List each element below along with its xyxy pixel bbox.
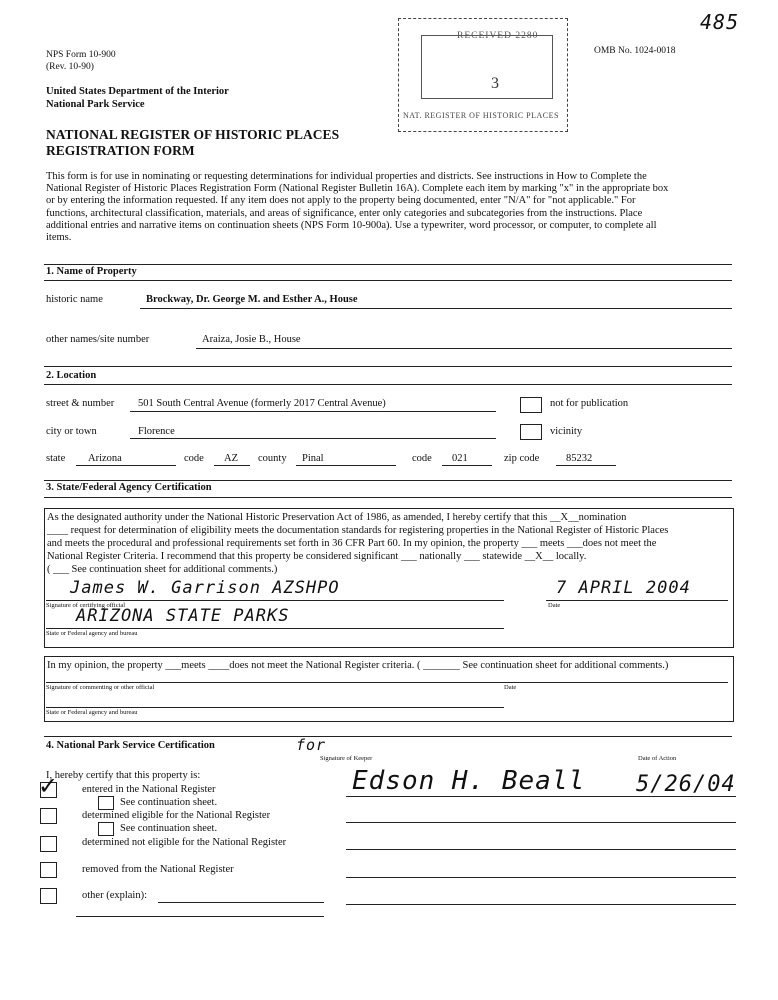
- commenting-date-label: Date: [504, 684, 517, 691]
- received-stamp: [398, 18, 568, 132]
- section-3-heading: 3. State/Federal Agency Certification: [46, 482, 212, 493]
- historic-name-label: historic name: [46, 294, 103, 305]
- state-label: state: [46, 453, 66, 464]
- certifying-signature-label: Signature of certifying official: [46, 602, 126, 609]
- certify-statement: I, hereby certify that this property is:: [46, 770, 201, 781]
- determined-eligible-checkbox[interactable]: [40, 808, 57, 824]
- handwritten-agency: ARIZONA STATE PARKS: [76, 606, 290, 626]
- zip-value[interactable]: 85232: [566, 453, 593, 464]
- agency-bureau-label: State or Federal agency and bureau: [46, 630, 138, 637]
- county-value[interactable]: Pinal: [302, 453, 324, 464]
- section-2-heading: 2. Location: [46, 370, 97, 381]
- omb-number: OMB No. 1024-0018: [594, 46, 676, 56]
- county-code-label: code: [412, 453, 432, 464]
- handwritten-keeper-signature: Edson H. Beall: [352, 766, 586, 796]
- city-label: city or town: [46, 426, 97, 437]
- keeper-signature-label: Signature of Keeper: [320, 755, 373, 762]
- entered-check-mark: ✓: [38, 772, 59, 800]
- handwritten-certification-date: 7 APRIL 2004: [556, 578, 691, 598]
- agency-bureau-label-2: State or Federal agency and bureau: [46, 709, 138, 716]
- removed-checkbox[interactable]: [40, 862, 57, 878]
- state-code-label: code: [184, 453, 204, 464]
- agency: National Park Service: [46, 99, 145, 110]
- other-names-label: other names/site number: [46, 334, 150, 345]
- stamp-line-1: RECEIVED 2280: [457, 31, 539, 41]
- entered-register-label: entered in the National Register: [82, 784, 216, 795]
- opinion-text: In my opinion, the property ___meets ____does not meet the National Register criteria. ( _______ See continuation sheet for additional comments.): [47, 660, 669, 671]
- zip-label: zip code: [504, 453, 540, 464]
- not-for-publication-label: not for publication: [550, 398, 629, 409]
- state-value[interactable]: Arizona: [88, 453, 122, 464]
- stamp-line-3: NAT. REGISTER OF HISTORIC PLACES: [403, 111, 559, 120]
- form-title-2: REGISTRATION FORM: [46, 143, 195, 158]
- certification-date-label: Date: [548, 602, 561, 609]
- form-revision: (Rev. 10-90): [46, 62, 94, 72]
- handwritten-certifying-signature: James W. Garrison AZSHPO: [70, 578, 340, 598]
- historic-name-value[interactable]: Brockway, Dr. George M. and Esther A., House: [146, 294, 358, 305]
- form-title-1: NATIONAL REGISTER OF HISTORIC PLACES: [46, 127, 340, 142]
- department: United States Department of the Interior: [46, 86, 229, 97]
- form-number: NPS Form 10-900: [46, 50, 116, 60]
- corner-number: 485: [700, 10, 740, 34]
- handwritten-for-mark: for: [296, 736, 327, 754]
- determined-not-eligible-label: determined not eligible for the National Register: [82, 837, 287, 848]
- stamp-line-2: 3: [491, 75, 499, 92]
- instructions: This form is for use in nominating or requesting determinations for individual properties and districts. See instructions in How to Complete the National Register of Historic Places Registration Form (National Register Bulletin 16A). Complete each item by marking "x" in the appropriate box or by entering the information requested. If any item does not apply to the property being documented, enter "N/A" for "not applicable." For functions, architectural classification, materials, and areas of significance, enter only categories and subcategories from the instructions. Place additional entries and narrative items on continuation sheets (NPS Form 10-900a). Use a typewriter, word processor, or computer, to complete all items.: [46, 171, 669, 244]
- section-4-heading: 4. National Park Service Certification: [46, 740, 215, 751]
- handwritten-action-date: 5/26/04: [636, 772, 736, 797]
- county-label: county: [258, 453, 287, 464]
- other-explain-checkbox[interactable]: [40, 888, 57, 904]
- determined-not-eligible-checkbox[interactable]: [40, 836, 57, 852]
- date-of-action-label: Date of Action: [638, 755, 677, 762]
- state-code-value[interactable]: AZ: [224, 453, 238, 464]
- other-names-value[interactable]: Araiza, Josie B., House: [202, 334, 301, 345]
- continuation-sheet-checkbox-2[interactable]: [98, 822, 114, 836]
- street-value[interactable]: 501 South Central Avenue (formerly 2017 Central Avenue): [138, 398, 386, 409]
- not-for-publication-checkbox[interactable]: [520, 397, 542, 413]
- continuation-sheet-label-2: See continuation sheet.: [120, 823, 218, 834]
- continuation-sheet-label-1: See continuation sheet.: [120, 797, 218, 808]
- commenting-signature-label: Signature of commenting or other official: [46, 684, 155, 691]
- street-label: street & number: [46, 398, 115, 409]
- section-1-heading: 1. Name of Property: [46, 266, 137, 277]
- certification-text: As the designated authority under the National Historic Preservation Act of 1986, as amended, I hereby certify that this __X__nomination ____ request for determination of eligibility meets the documentation standards for registering properties in the National Register of Historic Places and meets the procedural and professional requirements set forth in 36 CFR Part 60. In my opinion, the property ___ meets ___does not meet the National Register Criteria. I recommend that this property be considered significant ___ nationally ___ statewide __X__ locally. ( ___ See continuation sheet for additional comments.): [47, 512, 669, 575]
- vicinity-checkbox[interactable]: [520, 424, 542, 440]
- determined-eligible-label: determined eligible for the National Register: [82, 810, 271, 821]
- removed-label: removed from the National Register: [82, 864, 234, 875]
- vicinity-label: vicinity: [550, 426, 583, 437]
- county-code-value[interactable]: 021: [452, 453, 468, 464]
- city-value[interactable]: Florence: [138, 426, 175, 437]
- other-explain-label: other (explain):: [82, 890, 148, 901]
- continuation-sheet-checkbox-1[interactable]: [98, 796, 114, 810]
